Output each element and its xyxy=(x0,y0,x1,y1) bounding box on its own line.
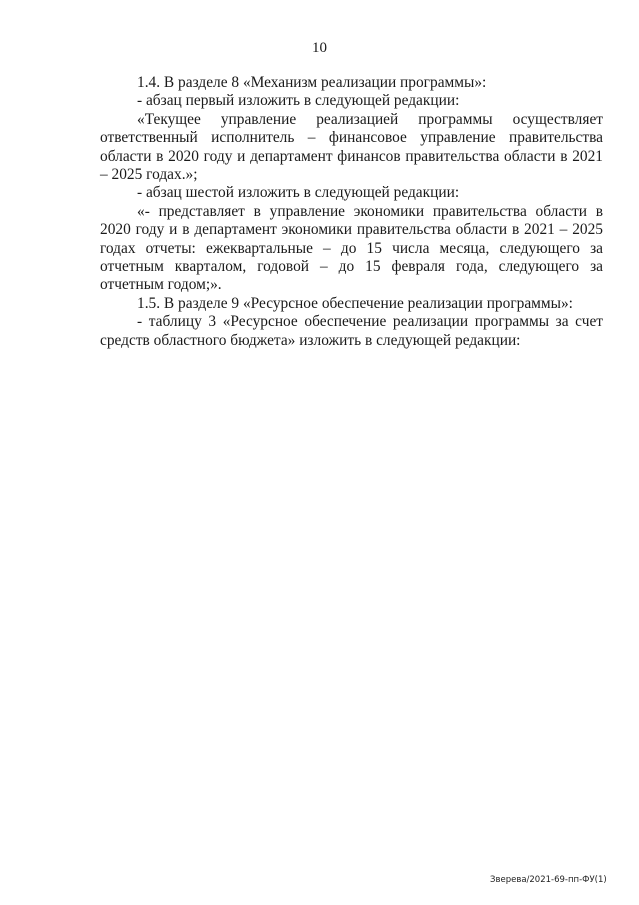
paragraph-item-1-4: 1.4. В разделе 8 «Механизм реализации программы»: xyxy=(137,74,487,91)
document-body xyxy=(100,74,603,350)
paragraph-item-1-5: 1.5. В разделе 9 «Ресурсное обеспечение реализации программы»: xyxy=(137,294,573,312)
paragraph-sixth-abzats-instruction: - абзац шестой изложить в следующей редакции: xyxy=(137,184,460,202)
page-number: 10 xyxy=(312,40,327,56)
paragraph-table-3-instruction: - таблицу 3 «Ресурсное обеспечение реализации программы за счет средств областного бюджета» изложить в следующей редакции: xyxy=(100,313,603,349)
paragraph-reports-quote: «- представляет в управление экономики правительства области в 2020 году и в департамент экономики правительства области в 2021 – 2025 годах отчеты: ежеквартальные – до 15 числа месяца, следующего за отчетным кварталом, годовой – до 15 февраля года, следующего за отчетным годом;». xyxy=(100,202,603,294)
paragraph-current-management-quote: «Текущее управление реализацией программы осуществляет ответственный исполнитель – финансовое управление правительства области в 2020 году и департамент финансов правительства области в 2021 – 2025 годах.»; xyxy=(100,110,603,184)
paragraph-first-abzats-instruction: - абзац первый изложить в следующей редакции: xyxy=(137,92,460,110)
footer-reference: Зверева/2021-69-пп-ФУ(1) xyxy=(490,875,607,885)
